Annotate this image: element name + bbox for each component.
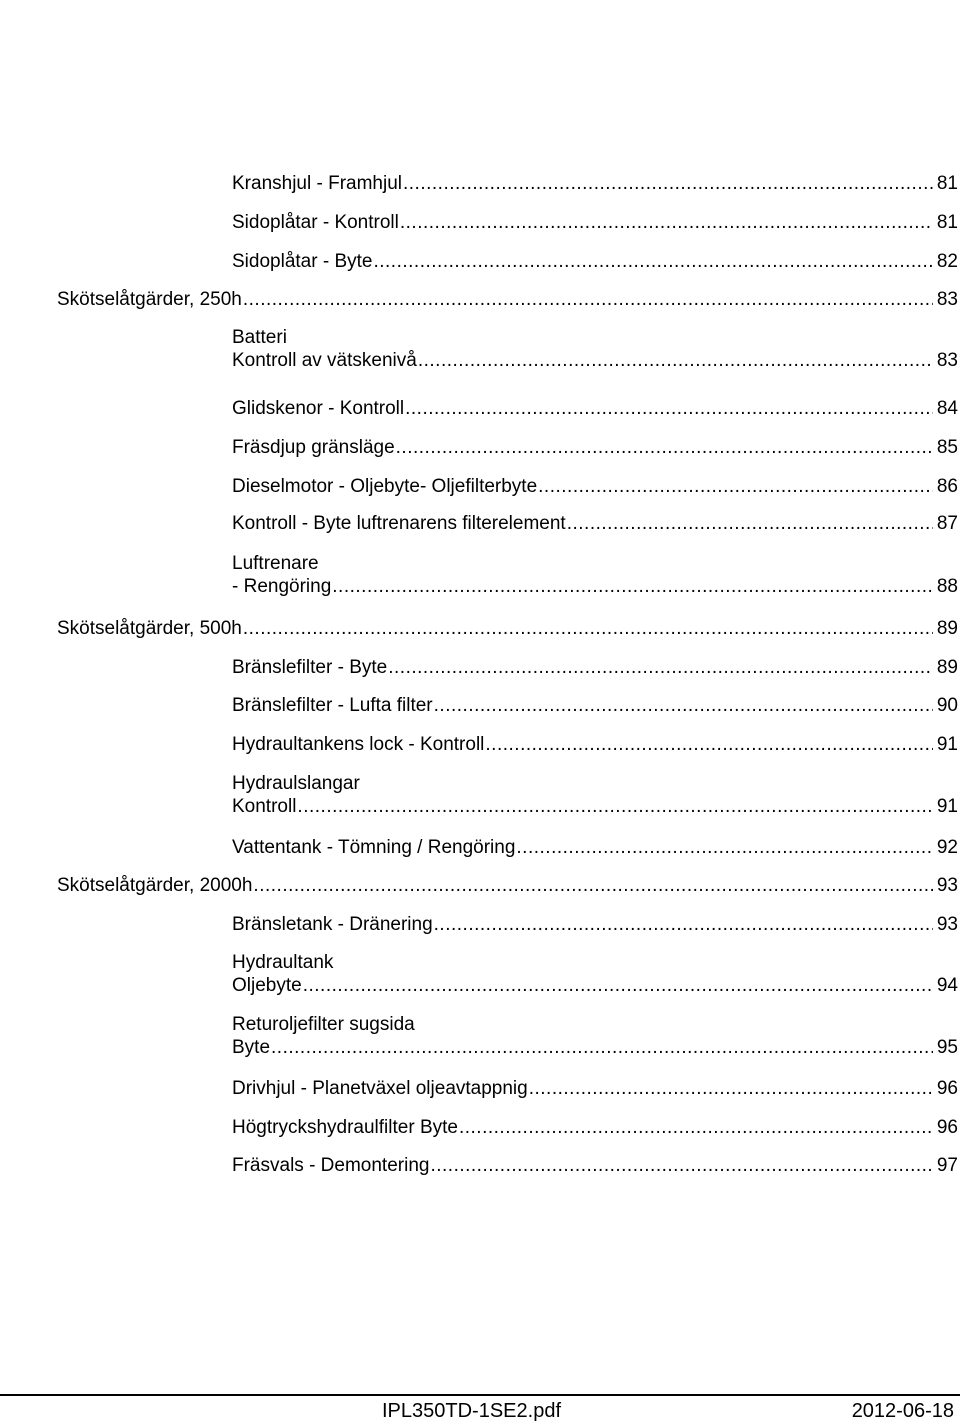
toc-line	[232, 1116, 958, 1139]
toc-page-number: 96	[936, 1078, 958, 1099]
toc-entry[interactable]	[232, 436, 958, 459]
toc-page-number: 83	[936, 350, 958, 371]
dot-leader	[434, 913, 933, 936]
toc-page-number: 81	[936, 212, 958, 233]
toc-entry-title: Skötselåtgärder, 2000h	[57, 875, 253, 896]
toc-page-number: 84	[936, 398, 958, 419]
toc-page-number: 89	[936, 618, 958, 639]
toc-entry-title: Bränslefilter - Lufta filter	[232, 695, 433, 716]
toc-entry-heading: Batteri	[232, 327, 287, 348]
toc-entry[interactable]	[57, 617, 958, 640]
toc-entry-title: Skötselåtgärder, 500h	[57, 618, 242, 639]
toc-entry[interactable]	[232, 694, 958, 717]
toc-entry[interactable]	[232, 512, 958, 535]
toc-entry[interactable]	[232, 1013, 958, 1059]
toc-entry-title: Bränsletank - Dränering	[232, 914, 433, 935]
toc-entry-title: Oljebyte	[232, 975, 302, 996]
toc-entry-title: Vattentank - Tömning / Rengöring	[232, 837, 516, 858]
toc-page-number: 90	[936, 695, 958, 716]
toc-line	[232, 211, 958, 234]
toc-entry-title: Hydraultankens lock - Kontroll	[232, 734, 485, 755]
toc-entry[interactable]	[57, 874, 958, 897]
toc-page-number: 91	[936, 734, 958, 755]
dot-leader	[271, 1036, 933, 1059]
toc-entry-title: Kranshjul - Framhjul	[232, 173, 402, 194]
toc-entry-title: Kontroll	[232, 796, 297, 817]
toc-entry[interactable]	[232, 1116, 958, 1139]
toc-entry[interactable]	[232, 772, 958, 818]
toc-page-number: 87	[936, 513, 958, 534]
toc-page-number: 96	[936, 1117, 958, 1138]
toc-entry-title: Glidskenor - Kontroll	[232, 398, 405, 419]
toc-entry-title: Högtryckshydraulfilter Byte	[232, 1117, 458, 1138]
toc-entry-title: Fräsvals - Demontering	[232, 1155, 430, 1176]
footer-date: 2012-06-18	[851, 1400, 954, 1422]
toc-entry[interactable]	[232, 656, 958, 679]
toc-entry-title: Drivhjul - Planetväxel oljeavtappnig	[232, 1078, 528, 1099]
toc-entry-title: Skötselåtgärder, 250h	[57, 289, 242, 310]
toc-entry[interactable]	[232, 475, 958, 498]
toc-entry-title: Bränslefilter - Byte	[232, 657, 388, 678]
dot-leader	[529, 1077, 933, 1100]
toc-line	[57, 617, 958, 640]
toc-entry[interactable]	[232, 552, 958, 598]
toc-line	[232, 349, 958, 372]
toc-line	[232, 733, 958, 756]
toc-page-number: 88	[936, 576, 958, 597]
toc-page-number: 93	[936, 914, 958, 935]
dot-leader	[485, 733, 932, 756]
toc-entry[interactable]	[232, 250, 958, 273]
toc-entry[interactable]	[232, 1077, 958, 1100]
toc-page-number: 89	[936, 657, 958, 678]
toc-entry[interactable]	[232, 211, 958, 234]
dot-leader	[403, 172, 933, 195]
toc-entry[interactable]	[232, 733, 958, 756]
toc-page-number: 83	[936, 289, 958, 310]
toc-page-number: 82	[936, 251, 958, 272]
toc-entry-title: Byte	[232, 1037, 271, 1058]
dot-leader	[418, 349, 933, 372]
dot-leader	[303, 974, 933, 997]
footer-divider	[0, 1394, 960, 1396]
toc-page-number: 81	[936, 173, 958, 194]
footer-filename: IPL350TD-1SE2.pdf	[382, 1400, 561, 1422]
dot-leader	[388, 656, 933, 679]
toc-page-number: 92	[936, 837, 958, 858]
toc-line	[232, 656, 958, 679]
page-footer	[0, 1394, 960, 1425]
toc-entry-heading: Hydraultank	[232, 952, 334, 973]
dot-leader	[297, 795, 932, 818]
toc-line	[232, 1077, 958, 1100]
toc-page-number: 91	[936, 796, 958, 817]
toc-entry[interactable]	[57, 288, 958, 311]
toc-entry-heading: Returoljefilter sugsida	[232, 1014, 415, 1035]
dot-leader	[396, 436, 933, 459]
dot-leader	[373, 250, 932, 273]
toc-page-number: 93	[936, 875, 958, 896]
toc-line	[232, 694, 958, 717]
toc-line	[232, 475, 958, 498]
toc-line	[232, 1154, 958, 1177]
toc-line	[57, 874, 958, 897]
toc-page-number: 95	[936, 1037, 958, 1058]
toc-entry[interactable]	[232, 836, 958, 859]
toc-entry-heading: Luftrenare	[232, 553, 319, 574]
toc-entry-heading: Hydraulslangar	[232, 773, 360, 794]
toc-entry[interactable]	[232, 1154, 958, 1177]
dot-leader	[332, 575, 933, 598]
toc-line	[232, 172, 958, 195]
toc-entry-title: Fräsdjup gränsläge	[232, 437, 395, 458]
dot-leader	[516, 836, 932, 859]
toc-line	[232, 836, 958, 859]
dot-leader	[243, 288, 933, 311]
toc-line	[232, 913, 958, 936]
toc-entry[interactable]	[232, 326, 958, 372]
toc-line	[232, 512, 958, 535]
toc-line	[232, 397, 958, 420]
toc-line	[232, 436, 958, 459]
toc-entry-title: Kontroll - Byte luftrenarens filterelement	[232, 513, 566, 534]
toc-entry-title: Dieselmotor - Oljebyte- Oljefilterbyte	[232, 476, 538, 497]
toc-entry[interactable]	[232, 172, 958, 195]
dot-leader	[253, 874, 932, 897]
toc-page-number: 85	[936, 437, 958, 458]
toc-line	[232, 795, 958, 818]
toc-entry-title: Sidoplåtar - Kontroll	[232, 212, 399, 233]
dot-leader	[243, 617, 933, 640]
toc-line	[57, 288, 958, 311]
toc-line	[232, 974, 958, 997]
toc-entry-title: - Rengöring	[232, 576, 332, 597]
dot-leader	[538, 475, 933, 498]
toc-entry[interactable]	[232, 951, 958, 997]
dot-leader	[459, 1116, 933, 1139]
toc-page-number: 97	[936, 1155, 958, 1176]
toc-line	[232, 1036, 958, 1059]
toc-line	[232, 250, 958, 273]
toc-entry-title: Sidoplåtar - Byte	[232, 251, 373, 272]
dot-leader	[434, 694, 933, 717]
dot-leader	[430, 1154, 932, 1177]
dot-leader	[405, 397, 933, 420]
toc-page-number: 86	[936, 476, 958, 497]
dot-leader	[400, 211, 933, 234]
toc-entry[interactable]	[232, 397, 958, 420]
toc-line	[232, 575, 958, 598]
toc-page-number: 94	[936, 975, 958, 996]
dot-leader	[567, 512, 933, 535]
toc-entry-title: Kontroll av vätskenivå	[232, 350, 417, 371]
toc-entry[interactable]	[232, 913, 958, 936]
